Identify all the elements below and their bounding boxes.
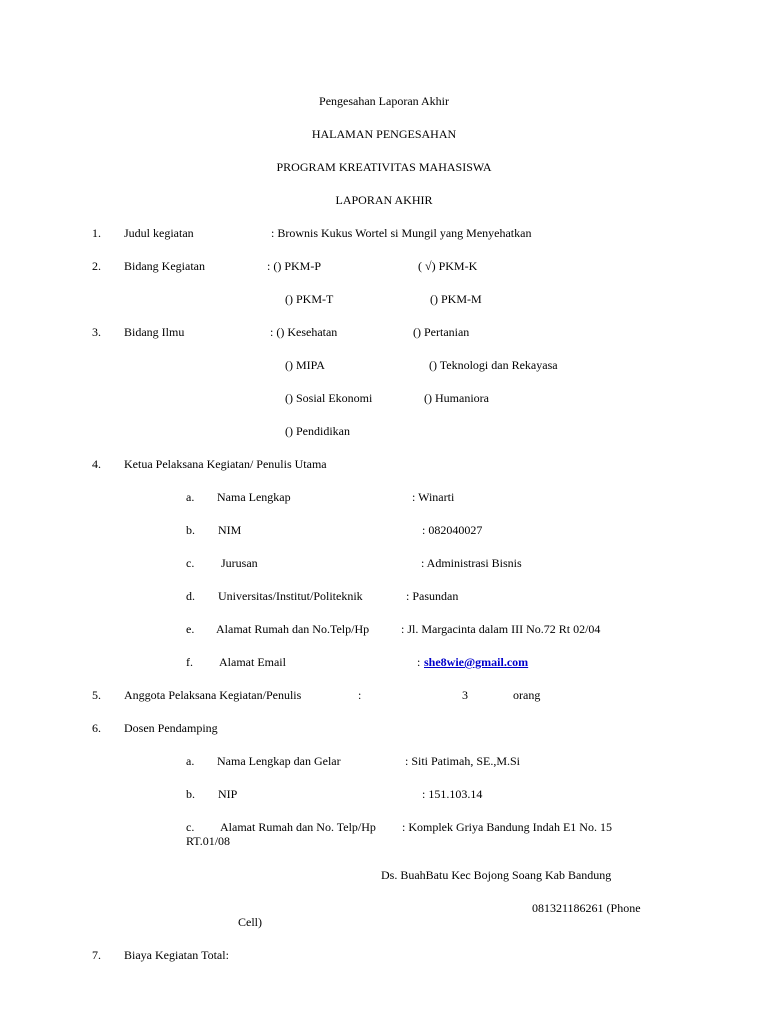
option-teknologi: () Teknologi dan Rekayasa — [429, 358, 558, 372]
sub-value-alamat: : Jl. Margacinta dalam III No.72 Rt 02/04 — [401, 622, 601, 636]
sub-label-nama-lengkap: Nama Lengkap — [217, 490, 291, 504]
email-link[interactable]: she8wie@gmail.com — [424, 655, 529, 669]
item-number: 1. — [92, 226, 101, 240]
sub-value-universitas: : Pasundan — [406, 589, 459, 603]
field-value: : Brownis Kukus Wortel si Mungil yang Menyehatkan — [271, 226, 532, 240]
sub-label-alamat: Alamat Rumah dan No.Telp/Hp — [216, 622, 370, 636]
item-number: 2. — [92, 259, 101, 273]
sub-value-nip: : 151.103.14 — [422, 787, 483, 801]
option-humaniora: () Humaniora — [424, 391, 489, 405]
sub-value-dosen-nama: : Siti Patimah, SE.,M.Si — [405, 754, 521, 768]
sub-letter: a. — [186, 490, 195, 504]
option-mipa: () MIPA — [285, 358, 325, 372]
member-unit: orang — [513, 688, 541, 702]
title-laporan-akhir: LAPORAN AKHIR — [335, 193, 433, 207]
title-halaman-pengesahan: HALAMAN PENGESAHAN — [311, 127, 457, 141]
sub-label-jurusan: Jurusan — [221, 556, 258, 570]
sub-letter: c. — [186, 820, 195, 834]
sub-letter: e. — [186, 622, 195, 636]
option-pkm-t: () PKM-T — [285, 292, 334, 306]
sub-label-nama-gelar: Nama Lengkap dan Gelar — [217, 754, 341, 768]
item-number: 4. — [92, 457, 101, 471]
field-label: Judul kegiatan — [124, 226, 194, 240]
sub-value-nama: : Winarti — [412, 490, 455, 504]
sub-label-nim: NIM — [218, 523, 242, 537]
option-sosial-ekonomi: () Sosial Ekonomi — [285, 391, 373, 405]
field-label: Bidang Kegiatan — [124, 259, 205, 273]
field-colon: : — [358, 688, 362, 702]
sub-letter: c. — [186, 556, 195, 570]
sub-letter: a. — [186, 754, 195, 768]
option-pkm-k: ( √) PKM-K — [418, 259, 478, 273]
sub-value-email-colon: : — [417, 655, 421, 669]
phone-number: 081321186261 (Phone — [532, 901, 641, 915]
sub-letter: f. — [186, 655, 193, 669]
option-pertanian: () Pertanian — [413, 325, 470, 339]
option-pkm-p: : () PKM-P — [267, 259, 322, 273]
item-number: 3. — [92, 325, 101, 339]
sub-value-nim: : 082040027 — [422, 523, 483, 537]
sub-label-universitas: Universitas/Institut/Politeknik — [218, 589, 363, 603]
field-label: Ketua Pelaksana Kegiatan/ Penulis Utama — [124, 457, 327, 471]
option-pkm-m: () PKM-M — [430, 292, 482, 306]
field-label: Dosen Pendamping — [124, 721, 218, 735]
sub-value-jurusan: : Administrasi Bisnis — [421, 556, 522, 570]
sub-letter: b. — [186, 523, 195, 537]
field-label: Biaya Kegiatan Total: — [124, 948, 229, 962]
sub-letter: b. — [186, 787, 195, 801]
address-continuation-rt: RT.01/08 — [186, 834, 231, 848]
title-program: PROGRAM KREATIVITAS MAHASISWA — [276, 160, 492, 174]
item-number: 7. — [92, 948, 101, 962]
sub-label-email: Alamat Email — [219, 655, 286, 669]
option-pendidikan: () Pendidikan — [285, 424, 350, 438]
option-kesehatan: : () Kesehatan — [270, 325, 338, 339]
address-continuation-kecamatan: Ds. BuahBatu Kec Bojong Soang Kab Bandung — [381, 868, 612, 882]
sub-letter: d. — [186, 589, 195, 603]
field-label: Anggota Pelaksana Kegiatan/Penulis — [124, 688, 302, 702]
item-number: 5. — [92, 688, 101, 702]
sub-label-nip: NIP — [218, 787, 238, 801]
item-number: 6. — [92, 721, 101, 735]
sub-value-alamat-dosen: : Komplek Griya Bandung Indah E1 No. 15 — [402, 820, 612, 834]
field-label: Bidang Ilmu — [124, 325, 185, 339]
phone-number-continuation: Cell) — [238, 915, 262, 929]
caption: Pengesahan Laporan Akhir — [319, 94, 449, 108]
member-count: 3 — [462, 688, 468, 702]
sub-label-alamat-dosen: Alamat Rumah dan No. Telp/Hp — [220, 820, 376, 834]
